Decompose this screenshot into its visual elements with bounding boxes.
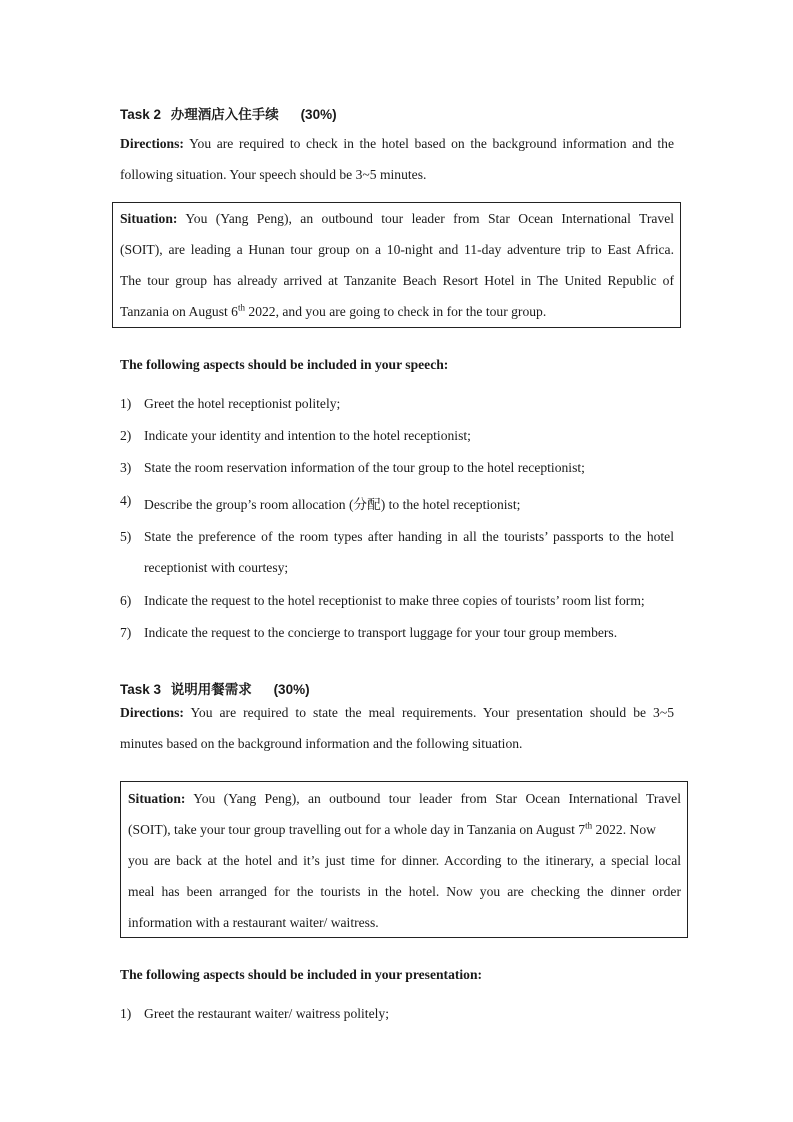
task3-situation-line2: (SOIT), take your tour group travelling out for a whole day in Tanzania on August 7th 2022. Now [128,820,656,837]
list-item-number: 2) [120,428,132,443]
list-item: State the preference of the room types after handing in all the tourists’ passports to the hotel [144,529,674,544]
task2-situation-line2: (SOIT), are leading a Hunan tour group on a 10-night and 11-day adventure trip to East Africa. [120,242,674,257]
task3-directions-line2: minutes based on the background information and the following situation. [120,736,523,751]
list-item: Greet the restaurant waiter/ waitress politely; [144,1006,389,1021]
task3-situation-label: Situation: [128,791,186,806]
list-item: Indicate your identity and intention to the hotel receptionist; [144,428,471,443]
task3-title-cn: 说明用餐需求 [170,682,252,697]
list-item: Indicate the request to the hotel receptionist to make three copies of tourists’ room list form; [144,593,645,608]
task3-situation-line4: meal has been arranged for the tourists in the hotel. Now you are checking the dinner order [128,884,681,899]
task2-directions-line2: following situation. Your speech should be 3~5 minutes. [120,167,427,182]
list-item-number: 5) [120,529,132,544]
task3-situation-line3: you are back at the hotel and it’s just time for dinner. According to the itinerary, a special local [128,853,681,868]
task3-title-label: Task 3 [120,682,162,697]
task2-title-pct: (30%) [300,107,337,122]
task3-situation-line1: Situation: You (Yang Peng), an outbound tour leader from Star Ocean International Travel [128,791,681,806]
task2-aspects-heading: The following aspects should be included in your speech: [120,357,449,372]
task2-situation-label: Situation: [120,211,178,226]
list-item-number: 7) [120,625,132,640]
task2-title-cn: 办理酒店入住手续 [170,107,279,122]
list-item-number: 3) [120,460,132,475]
list-item: Greet the hotel receptionist politely; [144,396,341,411]
list-item: Describe the group’s room allocation (分配) to the hotel receptionist; [144,497,521,512]
task2-situation-line4: Tanzania on August 6th 2022, and you are going to check in for the tour group. [120,302,547,319]
list-item-number: 4) [120,493,132,508]
task2-directions-label: Directions: [120,136,184,151]
list-item-number: 1) [120,396,132,411]
list-item-number: 1) [120,1006,132,1021]
task3-title-pct: (30%) [273,682,310,697]
task3-directions-line1: Directions: You are required to state the meal requirements. Your presentation should be 3~5 [120,705,674,720]
task2-title-label: Task 2 [120,107,162,122]
task2-situation-box [112,202,681,328]
list-item-number: 6) [120,593,132,608]
task2-title [120,103,337,123]
task2-situation-line3: The tour group has already arrived at Tanzanite Beach Resort Hotel in The United Republic of [120,273,674,288]
task3-situation-line5: information with a restaurant waiter/ waitress. [128,915,379,930]
task3-directions-label: Directions: [120,705,184,720]
task3-aspects-heading: The following aspects should be included in your presentation: [120,967,483,982]
list-item: Indicate the request to the concierge to transport luggage for your tour group members. [144,625,618,640]
task3-situation-box [120,781,688,938]
task3-title [120,678,310,698]
list-item-continuation: receptionist with courtesy; [144,560,289,575]
list-item: State the room reservation information of the tour group to the hotel receptionist; [144,460,585,475]
task2-situation-line1: Situation: You (Yang Peng), an outbound tour leader from Star Ocean International Travel [120,211,674,226]
task2-directions-line1: Directions: You are required to check in the hotel based on the background information and the [120,136,674,151]
